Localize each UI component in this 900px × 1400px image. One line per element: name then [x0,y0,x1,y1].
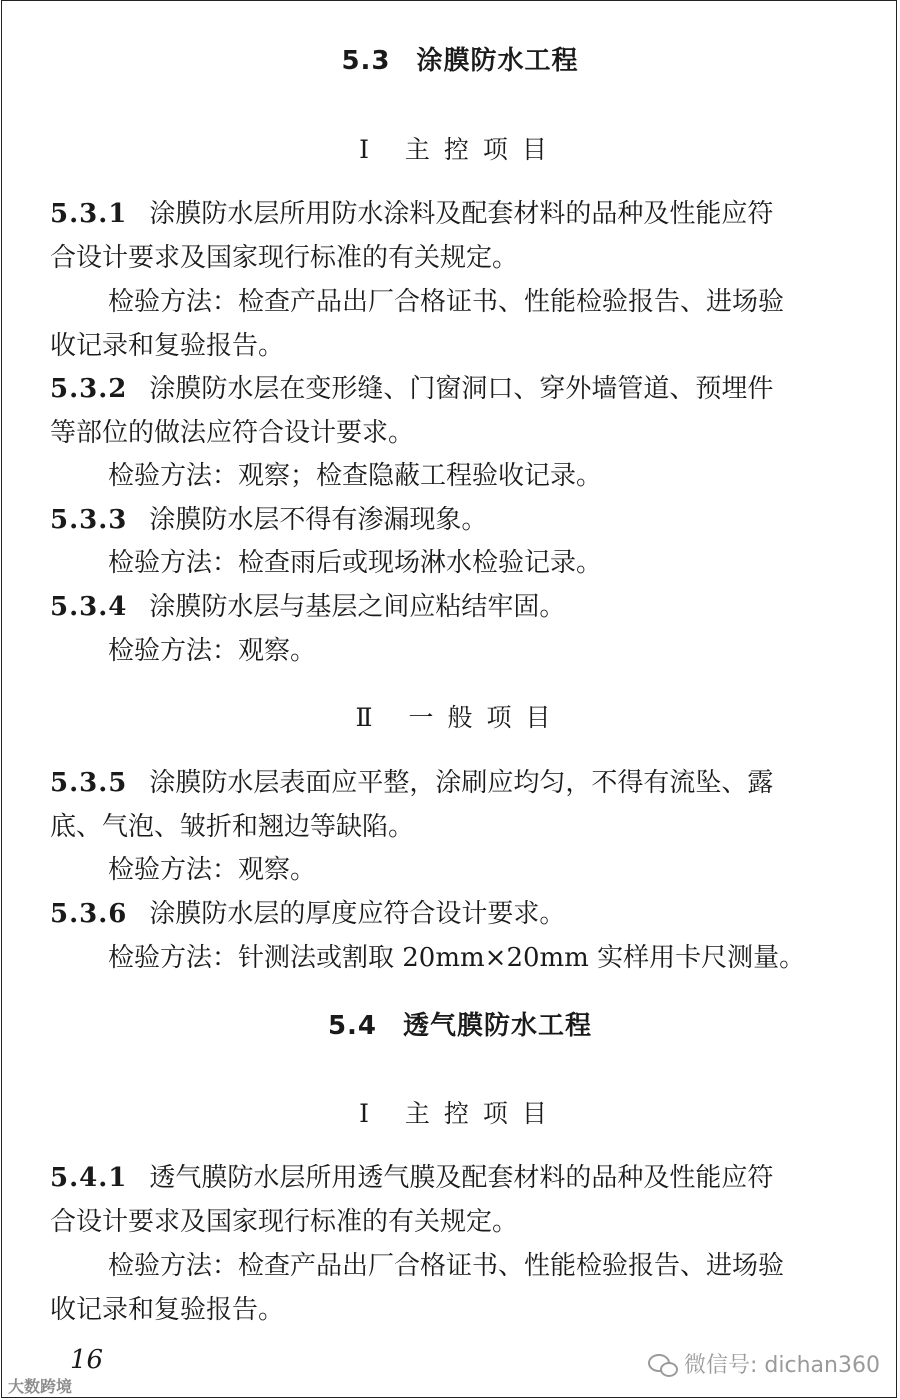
wechat-label: 微信号: dichan360 [684,1353,880,1378]
clause-5-3-6: 5.3.6 涂膜防水层的厚度应符合设计要求。 [50,899,566,929]
clause-5-3-3: 5.3.3 涂膜防水层不得有渗漏现象。 [50,505,488,535]
inspection-method: 检验方法：观察。 [108,855,317,885]
clause-text: 合设计要求及国家现行标准的有关规定。 [50,243,519,273]
clause-5-3-5: 5.3.5 涂膜防水层表面应平整，涂刷应均匀，不得有流坠、露 [50,768,774,798]
inspection-method: 收记录和复验报告。 [50,331,285,361]
inspection-method: 检验方法：检查雨后或现场淋水检验记录。 [108,548,603,578]
clause-text: 底、气泡、皱折和翘边等缺陷。 [50,812,415,842]
wechat-watermark [648,1348,880,1379]
clause-text: 等部位的做法应符合设计要求。 [50,418,415,448]
wechat-icon [648,1352,678,1376]
inspection-method: 检验方法：观察；检查隐蔽工程验收记录。 [108,461,603,491]
source-watermark: 大数跨境 [8,1377,73,1396]
clause-5-3-2: 5.3.2 涂膜防水层在变形缝、门窗洞口、穿外墙管道、预埋件 [50,374,774,404]
clause-5-3-4: 5.3.4 涂膜防水层与基层之间应粘结牢固。 [50,592,566,622]
inspection-method: 检验方法：检查产品出厂合格证书、性能检验报告、进场验 [108,1251,785,1281]
clause-5-4-1: 5.4.1 透气膜防水层所用透气膜及配套材料的品种及性能应符 [50,1163,774,1193]
inspection-method: 检验方法：针测法或割取 20mm×20mm 实样用卡尺测量。 [108,943,806,973]
subheading-general-items: Ⅱ 一般项目 [355,703,565,732]
clause-text: 合设计要求及国家现行标准的有关规定。 [50,1207,519,1237]
inspection-method: 检验方法：检查产品出厂合格证书、性能检验报告、进场验 [108,287,785,317]
section-heading-5-4: 5.4 透气膜防水工程 [327,1011,593,1041]
subheading-main-items: Ⅰ 主控项目 [359,135,561,164]
page-number: 16 [70,1345,104,1375]
clause-5-3-1: 5.3.1 涂膜防水层所用防水涂料及配套材料的品种及性能应符 [50,199,774,229]
subheading-main-items: Ⅰ 主控项目 [359,1099,561,1128]
section-heading-5-3: 5.3 涂膜防水工程 [341,46,579,76]
inspection-method: 收记录和复验报告。 [50,1295,285,1325]
inspection-method: 检验方法：观察。 [108,636,317,666]
